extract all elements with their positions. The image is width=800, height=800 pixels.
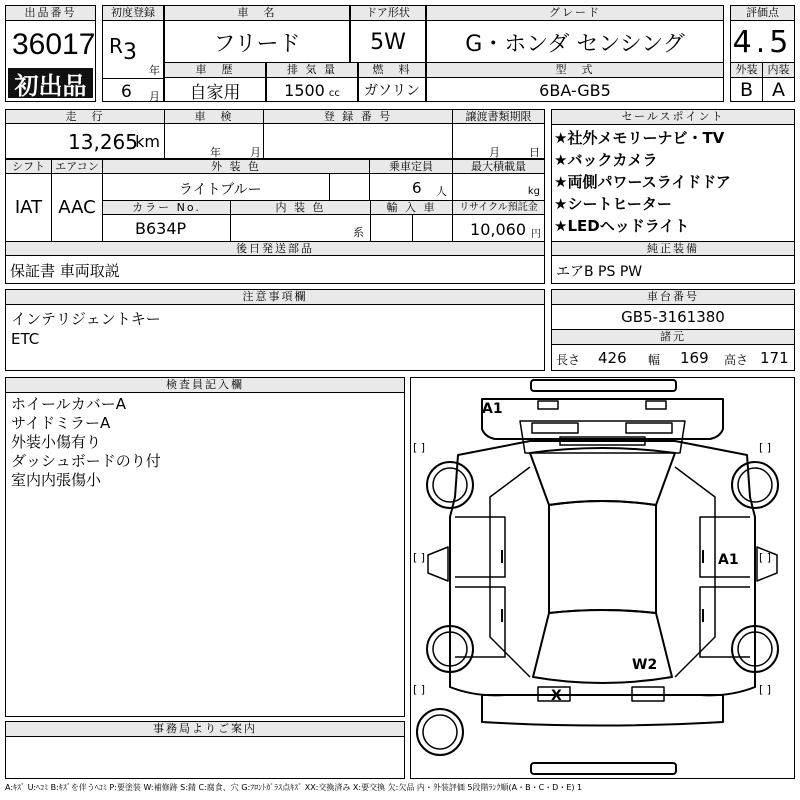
legend-text: A:ｷｽﾞ U:ﾍｺﾐ B:ｷｽﾞを伴うﾍｺﾐ P:要塗装 W:補修跡 S:錆 C:腐食、穴 G:ﾌﾛﾝﾄｶﾞﾗｽ点ｷｽﾞ XX:交換済み X:要交換 欠:欠品 内・外装評価 5段階ﾗﾝｸ順(A・B・C・D・E) 1: [5, 783, 583, 792]
ac: AAC: [51, 173, 103, 242]
capacity-label: 乗車定員: [369, 159, 453, 174]
disp-unit: cc: [328, 87, 340, 99]
wheel-front-left-inner-shape: [433, 468, 467, 502]
history-label: 車 歴: [165, 63, 265, 78]
genuine-equipment-label: 純正装備: [551, 241, 795, 256]
int-color-unit: 系: [353, 226, 364, 239]
grille-right-shape: [626, 423, 672, 433]
first-reg-box: [102, 5, 164, 102]
door-type: 5W: [370, 29, 406, 55]
door-box: [350, 5, 426, 63]
transfer-month-unit: 月: [489, 146, 500, 159]
color-no-cell: [102, 214, 231, 242]
notes-label: 注意事項欄: [6, 290, 544, 305]
recycle-label: リサイクル預託金: [452, 200, 545, 215]
inspection-label: 車 検: [164, 109, 264, 124]
transfer-cell: [452, 123, 545, 159]
import-cell-2: [412, 214, 453, 242]
left-door-front-shape: [455, 517, 505, 577]
later-parts-label: 後日発送部品: [5, 241, 545, 256]
headlight-right-shape: [646, 401, 666, 409]
height-value: 171: [760, 349, 789, 367]
windshield-shape: [530, 448, 675, 505]
roof-strip-shape: [531, 380, 676, 391]
ext-grade-label: 外装: [731, 63, 762, 78]
grade: G・ホンダ センシング: [465, 31, 685, 57]
transfer-day-unit: 日: [529, 146, 540, 159]
model-label: 型 式: [427, 63, 723, 78]
disp-label: 排 気 量: [267, 63, 357, 78]
inspector-line: サイドミラーA: [11, 414, 111, 432]
ext-grade-box: [730, 62, 763, 102]
lot-number: 36017: [12, 28, 96, 61]
sales-point-item: ★社外メモリーナビ・TV: [554, 129, 725, 147]
later-parts-text: 保証書 車両取説: [10, 262, 120, 280]
max-load-cell: [452, 173, 545, 201]
int-grade: A: [772, 79, 785, 101]
first-listing-badge: 初出品: [8, 68, 93, 98]
capacity: 6: [412, 179, 422, 197]
inspection-cell: [164, 123, 264, 159]
eval-score: 4.5: [732, 24, 793, 60]
recycle-fee: 10,060: [470, 220, 526, 239]
left-mirror-shape: [428, 547, 448, 581]
grade-label: グレード: [427, 6, 723, 21]
capacity-cell: [369, 173, 453, 201]
ext-color-cell: [102, 173, 330, 201]
eval-box: [730, 5, 795, 63]
note-line: インテリジェントキー: [11, 310, 161, 328]
lot-box: [5, 5, 96, 102]
fuel-box: [358, 62, 426, 102]
ext-color-label: 外 装 色: [102, 159, 370, 174]
bracket-marker: [ ]: [759, 441, 772, 454]
office-box: [5, 721, 405, 779]
height-label: 高さ: [724, 353, 749, 367]
inspector-line: 室内内張傷小: [11, 471, 102, 489]
lot-label: 出品番号: [6, 6, 95, 21]
front-bumper-shape: [482, 399, 723, 439]
history: 自家用: [189, 82, 241, 103]
car-name-box: [164, 5, 350, 63]
displacement: 1500: [284, 80, 325, 100]
car-name-label: 車 名: [165, 6, 349, 21]
grille-left-shape: [532, 423, 578, 433]
wheel-front-right-shape: [732, 462, 778, 508]
roof-shape: [549, 501, 656, 613]
eval-label: 評価点: [731, 6, 794, 21]
mark-w2: W2: [632, 657, 658, 673]
length-label: 長さ: [556, 353, 581, 367]
inspector-line: ダッシュボードのり付: [11, 452, 161, 470]
capacity-unit: 人: [436, 185, 447, 198]
reg-number-cell: [263, 123, 453, 159]
note-line: ETC: [11, 330, 40, 348]
left-side-shape: [490, 467, 530, 677]
width-label: 幅: [648, 353, 661, 367]
int-grade-box: [762, 62, 795, 102]
rear-strip-shape: [531, 763, 676, 774]
shift-label: シフト: [5, 159, 52, 174]
max-load-label: 最大積載量: [452, 159, 545, 174]
inspector-box: [5, 377, 405, 717]
office-label: 事務局よりご案内: [6, 722, 404, 737]
right-door-rear-shape: [700, 587, 750, 657]
recycle-cell: [452, 214, 545, 242]
sales-point-item: ★両側パワースライドドア: [554, 173, 731, 191]
spare-wheel-shape: [417, 709, 463, 755]
int-grade-label: 内装: [763, 63, 794, 78]
notes-box: [5, 289, 545, 371]
mark-x: X: [551, 688, 562, 704]
mileage-label: 走 行: [5, 109, 165, 124]
ext-color: ライトブルー: [179, 182, 262, 198]
headlight-left-shape: [538, 401, 558, 409]
inspector-line: ホイールカバーA: [11, 395, 126, 413]
bracket-marker: [ ]: [413, 441, 426, 454]
import-label: 輸 入 車: [370, 200, 453, 215]
load-unit: kg: [527, 186, 540, 197]
ext-grade: B: [739, 79, 754, 101]
int-color-label: 内 装 色: [230, 200, 371, 215]
length-value: 426: [598, 349, 627, 367]
shift: IAT: [5, 173, 52, 242]
right-door-front-shape: [700, 517, 750, 577]
era-mark: R: [109, 34, 123, 58]
bracket-marker: [ ]: [759, 683, 772, 696]
color-no-label: カラー No.: [102, 200, 231, 215]
sales-points-label: セールスポイント: [552, 110, 794, 125]
first-reg-label: 初度登録: [103, 6, 163, 21]
month-unit: 月: [149, 90, 160, 103]
chassis-box: [551, 289, 795, 371]
bracket-marker: [ ]: [413, 683, 426, 696]
model-code: 6BA-GB5: [539, 80, 611, 100]
inspector-label: 検査員記入欄: [6, 378, 404, 393]
bracket-marker: [ ]: [413, 551, 426, 564]
spare-wheel-inner-shape: [423, 715, 457, 749]
chassis-number: GB5-3161380: [621, 308, 725, 326]
ac-label: エアコン: [51, 159, 103, 174]
ext-color-extra-cell: [329, 173, 370, 201]
displacement-box: [266, 62, 358, 102]
inspection-month-unit: 月: [250, 146, 261, 159]
reg-number-label: 登 録 番 号: [263, 109, 453, 124]
wheel-front-right-inner-shape: [738, 468, 772, 502]
left-door-rear-shape: [455, 587, 505, 657]
inspection-year-unit: 年: [210, 146, 221, 159]
bracket-marker: [ ]: [759, 551, 772, 564]
mileage: 13,265: [68, 130, 138, 154]
grade-box: [426, 5, 724, 63]
mileage-unit: km: [135, 132, 160, 151]
fuel-label: 燃 料: [359, 63, 425, 78]
mark-a1-top: A1: [482, 401, 503, 417]
sales-points-box: [551, 109, 795, 284]
dimensions-label: 諸元: [552, 329, 794, 345]
inspector-line: 外装小傷有り: [11, 433, 102, 451]
car-diagram: [410, 377, 795, 779]
door-label: ドア形状: [351, 6, 425, 21]
mark-a1-right: A1: [718, 552, 739, 568]
reg-month: 6: [121, 82, 132, 102]
sales-point-item: ★バックカメラ: [554, 151, 658, 169]
color-no: B634P: [135, 219, 187, 238]
fuel: ガソリン: [364, 83, 420, 99]
sales-point-item: ★シートヒーター: [554, 195, 672, 213]
chassis-label: 車台番号: [552, 290, 794, 305]
sales-point-item: ★LEDヘッドライト: [554, 217, 690, 235]
car-name: フリード: [213, 31, 301, 57]
model-box: [426, 62, 724, 102]
import-cell-1: [370, 214, 413, 242]
genuine-equipment-text: エアB PS PW: [556, 264, 643, 280]
mileage-cell: [5, 123, 165, 159]
recycle-unit: 円: [531, 229, 541, 240]
reg-year: 3: [123, 40, 137, 65]
transfer-label: 譲渡書類期限: [452, 109, 545, 124]
right-side-shape: [675, 467, 715, 677]
width-value: 169: [680, 349, 709, 367]
history-box: [164, 62, 266, 102]
rear-bumper-shape: [482, 695, 723, 726]
wheel-front-left-shape: [427, 462, 473, 508]
int-color-cell: [230, 214, 371, 242]
year-unit: 年: [149, 64, 160, 77]
